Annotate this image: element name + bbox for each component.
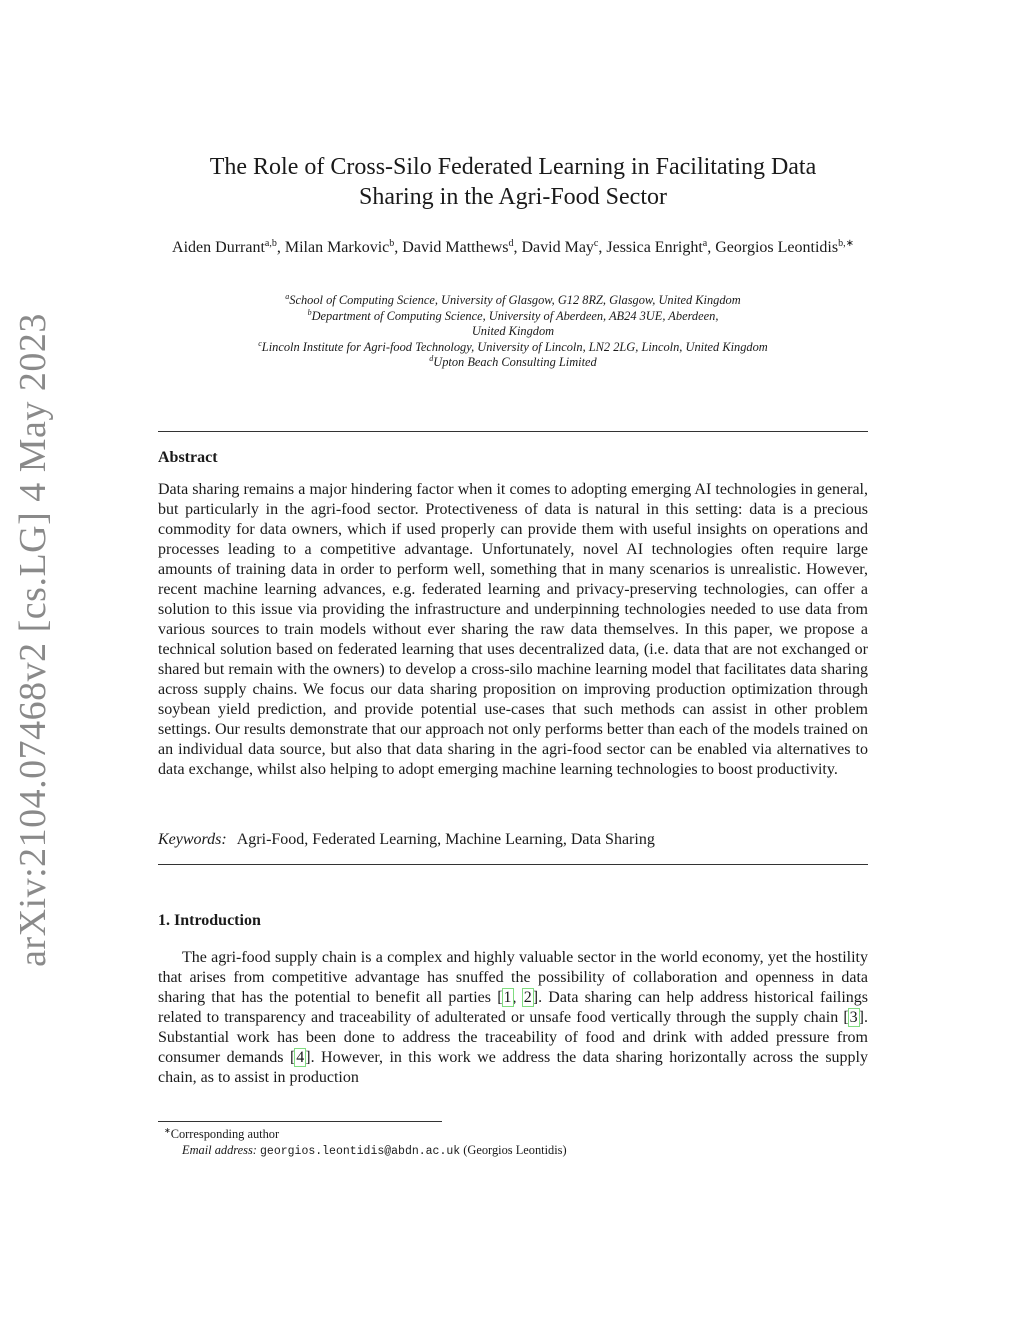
affiliation: $^a$School of Computing Science, University of Glasgow, G12 8RZ, Glasgow, United Kingdom (285, 292, 741, 307)
keywords-label: Keywords: (158, 831, 227, 848)
introduction-paragraph: The agri-food supply chain is a complex and highly valuable sector in the world economy, yet the hostility that arises from competitive advantage has snuffed the possibility of collaboration and openness in data sharing that has the potential to benefit all parties [1, 2]. Data sharing can help address historical failings related to transparency and traceability of adulterated or unsafe food vertically through the supply chain [3]. Substantial work has been done to address the traceability of food and drink with added pressure from consumer demands [4]. However, in this work we address the data sharing horizontally across the supply chain, as to assist in production (158, 949, 869, 1086)
affiliation-list (158, 293, 868, 371)
keywords (158, 830, 868, 850)
divider-top (158, 431, 868, 432)
citation-link[interactable]: 1 (503, 989, 512, 1006)
title-line-2: Sharing in the Agri-Food Sector (359, 184, 667, 210)
footnotes (158, 1126, 868, 1160)
arxiv-stamp (2, 313, 64, 967)
author: Milan Markovic$^b$ (284, 238, 395, 256)
citation-link[interactable]: 4 (296, 1049, 305, 1066)
author: David May$^c$ (521, 238, 599, 256)
keywords-text: Agri-Food, Federated Learning, Machine Learning, Data Sharing (236, 831, 655, 848)
footnote-email: Email address: georgios.leontidis@abdn.ac.uk (Georgios Leontidis) (182, 1143, 567, 1158)
title-line-1: The Role of Cross-Silo Federated Learning in Facilitating Data (209, 154, 817, 180)
citation-link[interactable]: 2 (523, 989, 532, 1006)
author: Georgios Leontidis$^{b,∗}$ (715, 238, 854, 256)
paper-title (158, 152, 868, 212)
author-list: Aiden Durrant$^{a,b}$, Milan Markovic$^b$, David Matthews$^d$, David May$^c$, Jessica Enright$^a$, Georgios Leontidis$^{b,∗}$ (172, 238, 854, 256)
section-heading-introduction: 1. Introduction (158, 912, 261, 929)
abstract-text: Data sharing remains a major hindering factor when it comes to adopting emerging AI technologies in general, but particularly in the agri-food sector. Protectiveness of data is natural in this setting: data is a precious commodity for data owners, which if used properly can provide them with useful insights on operations and processes leading to a competitive advantage. Unfortunately, novel AI technologies often require large amounts of training data in order to perform well, something that in many scenarios is unrealistic. However, recent machine learning advances, e.g. federated learning and privacy-preserving technologies, can offer a solution to this issue via providing the infrastructure and underpinning technologies needed to use data from various sources to train models without ever sharing the raw data themselves. In this paper, we propose a technical solution based on federated learning that uses decentralized data, (i.e. data that are not exchanged or shared but remain with the owners) to develop a cross-silo machine learning model that facilitates data sharing across supply chains. We focus our data sharing proposition on improving production optimization through soybean yield prediction, and provide potential use-cases that such methods can assist in other problem settings. Our results demonstrate that our approach not only performs better than each of the models trained on an individual data source, but also that data sharing in the agri-food sector can be enabled via alternatives to data exchange, whilst also helping to adopt emerging machine learning technologies to boost productivity. (158, 481, 868, 778)
abstract-heading: Abstract (158, 449, 218, 466)
author: Aiden Durrant$^{a,b}$ (172, 238, 277, 256)
author: Jessica Enright$^a$ (606, 238, 708, 256)
email-link[interactable]: georgios.leontidis@abdn.ac.uk (260, 1145, 461, 1158)
author: David Matthews$^d$ (402, 238, 514, 256)
affiliation: $^d$Upton Beach Consulting Limited (429, 354, 597, 370)
affiliation: $^b$Department of Computing Science, University of Aberdeen, AB24 3UE, Aberdeen, (307, 307, 719, 323)
affiliation-continued: United Kingdom (471, 324, 555, 339)
footnote-rule (158, 1121, 442, 1122)
citation-link[interactable]: 3 (849, 1009, 858, 1026)
arxiv-id: arXiv:2104.07468v2 [cs.LG] 4 May 2023 (12, 313, 55, 967)
footnote-corresponding: ∗Corresponding author (164, 1126, 280, 1141)
affiliation: $^c$Lincoln Institute for Agri-food Technology, University of Lincoln, LN2 2LG, Lincoln, United Kingdom (258, 338, 768, 354)
divider-bottom (158, 864, 868, 865)
